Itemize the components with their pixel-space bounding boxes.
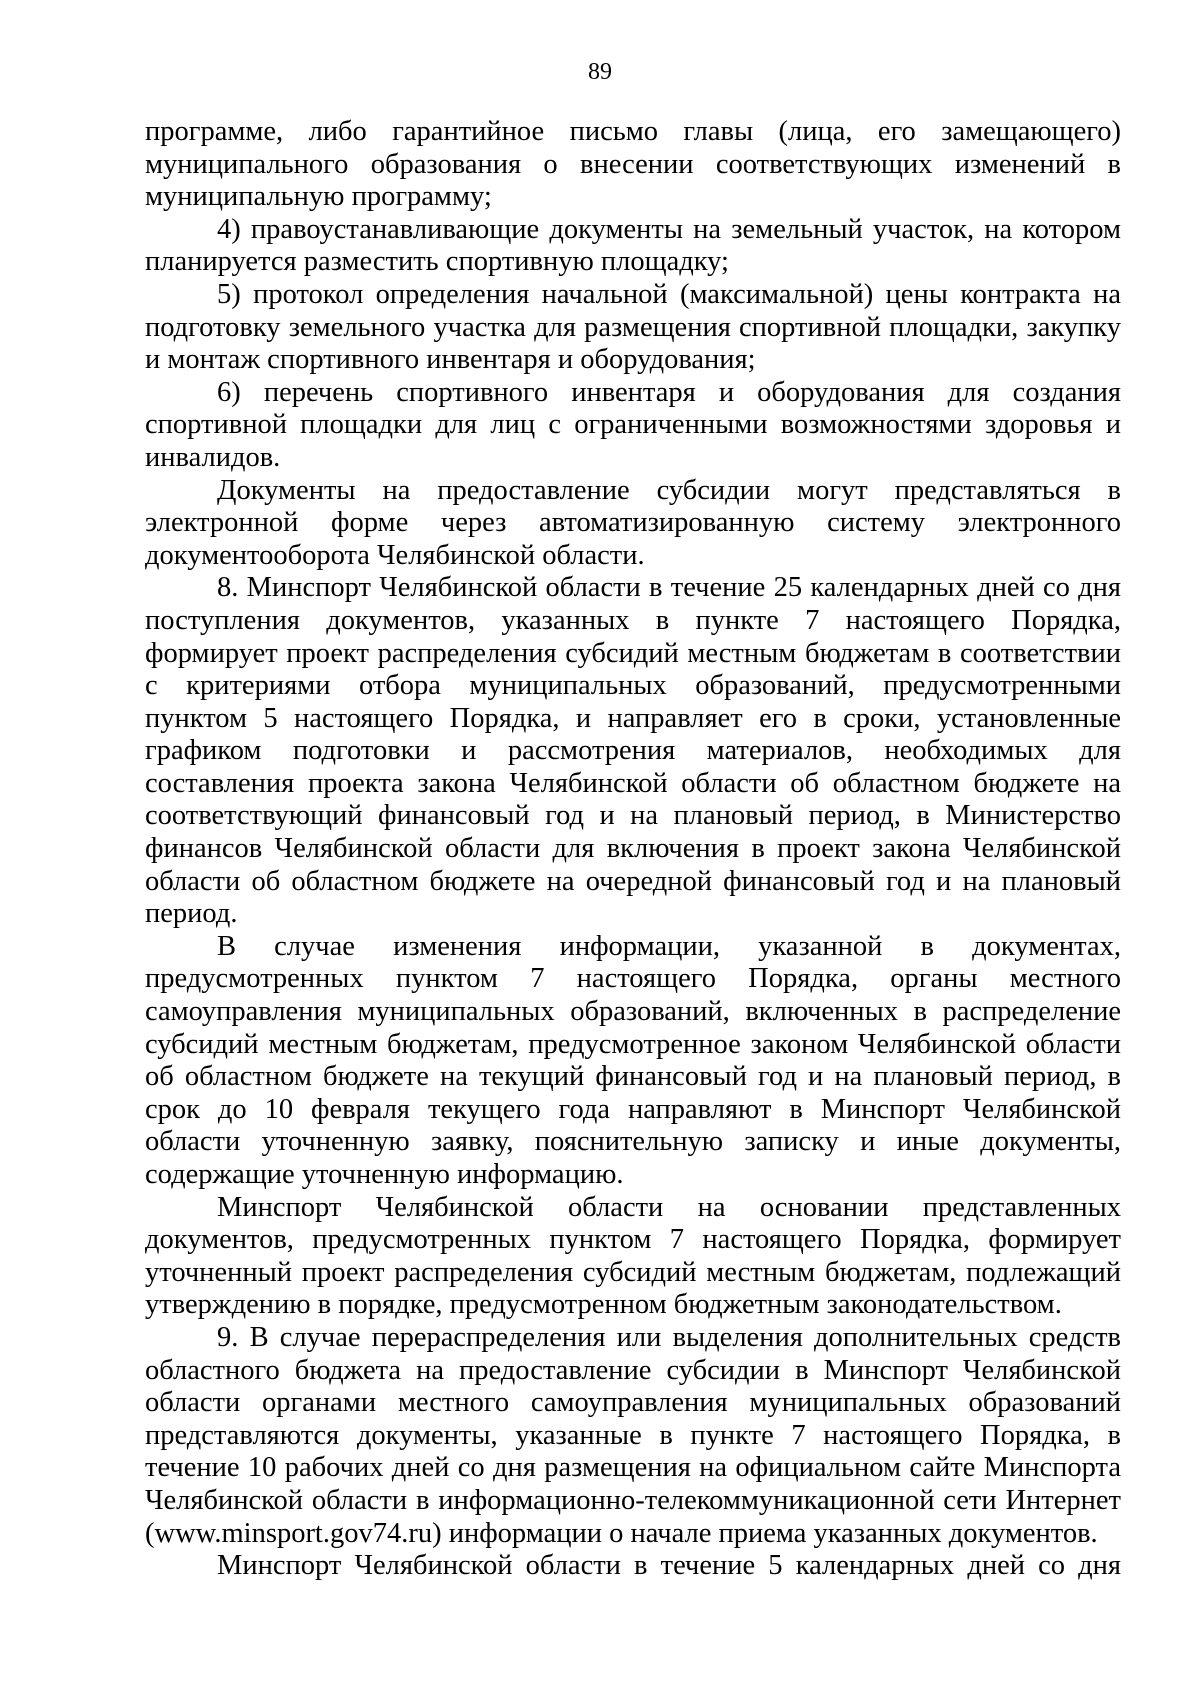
paragraph-section-8: 8. Минспорт Челябинской области в течение 25 календарных дней со дня поступления документов, указанных в пункте 7 настоящего Порядка, формирует проект распределения субсидий местным бюджетам в соответствии с критериями отбора муниципальных образований, предусмотренными пунктом 5 настоящего Порядка, и направляет его в сроки, установленные графиком подготовки и рассмотрения материалов, необходимых для составления проекта закона Челябинской области об областном бюджете на соответствующий финансовый год и на плановый период, в Министерство финансов Челябинской области для включения в проект закона Челябинской области об областном бюджете на очередной финансовый год и на плановый период. — [145, 572, 1121, 930]
paragraph-item-6: 6) перечень спортивного инвентаря и оборудования для создания спортивной площадки для лиц с ограниченными возможностями здоровья и инвалидов. — [145, 376, 1121, 473]
paragraph-continuation: программе, либо гарантийное письмо главы (лица, его замещающего) муниципального образования о внесении соответствующих изменений в муниципальную программу; — [145, 116, 1121, 213]
paragraph-item-4: 4) правоустанавливающие документы на земельный участок, на котором планируется разместить спортивную площадку; — [145, 213, 1121, 278]
paragraph-refined-project: Минспорт Челябинской области на основании представленных документов, предусмотренных пунктом 7 настоящего Порядка, формирует уточненный проект распределения субсидий местным бюджетам, подлежащий утверждению в порядке, предусмотренном бюджетным законодательством. — [145, 1191, 1121, 1321]
paragraph-item-5: 5) протокол определения начальной (максимальной) цены контракта на подготовку земельного участка для размещения спортивной площадки, закупку и монтаж спортивного инвентаря и оборудования; — [145, 278, 1121, 376]
document-body — [145, 116, 1121, 1583]
paragraph-truncated: Минспорт Челябинской области в течение 5 календарных дней со дня — [217, 1550, 1121, 1582]
paragraph-information-change: В случае изменения информации, указанной в документах, предусмотренных пунктом 7 настоящего Порядка, органы местного самоуправления муниципальных образований, включенных в распределение субсидий местным бюджетам, предусмотренное законом Челябинской области об областном бюджете на текущий финансовый год и на плановый период, в срок до 10 февраля текущего года направляют в Минспорт Челябинской области уточненную заявку, пояснительную записку и иные документы, содержащие уточненную информацию. — [145, 930, 1121, 1190]
page-number: 89 — [588, 59, 612, 85]
paragraph-electronic-documents: Документы на предоставление субсидии могут представляться в электронной форме через автоматизированную систему электронного документооборота Челябинской области. — [145, 474, 1121, 571]
paragraph-section-9: 9. В случае перераспределения или выделения дополнительных средств областного бюджета на предоставление субсидии в Минспорт Челябинской области органами местного самоуправления муниципальных образований представляются документы, указанные в пункте 7 настоящего Порядка, в течение 10 рабочих дней со дня размещения на официальном сайте Минспорта Челябинской области в информационно-телекоммуникационной сети Интернет (www.minsport.gov74.ru) информации о начале приема указанных документов. — [145, 1321, 1121, 1549]
